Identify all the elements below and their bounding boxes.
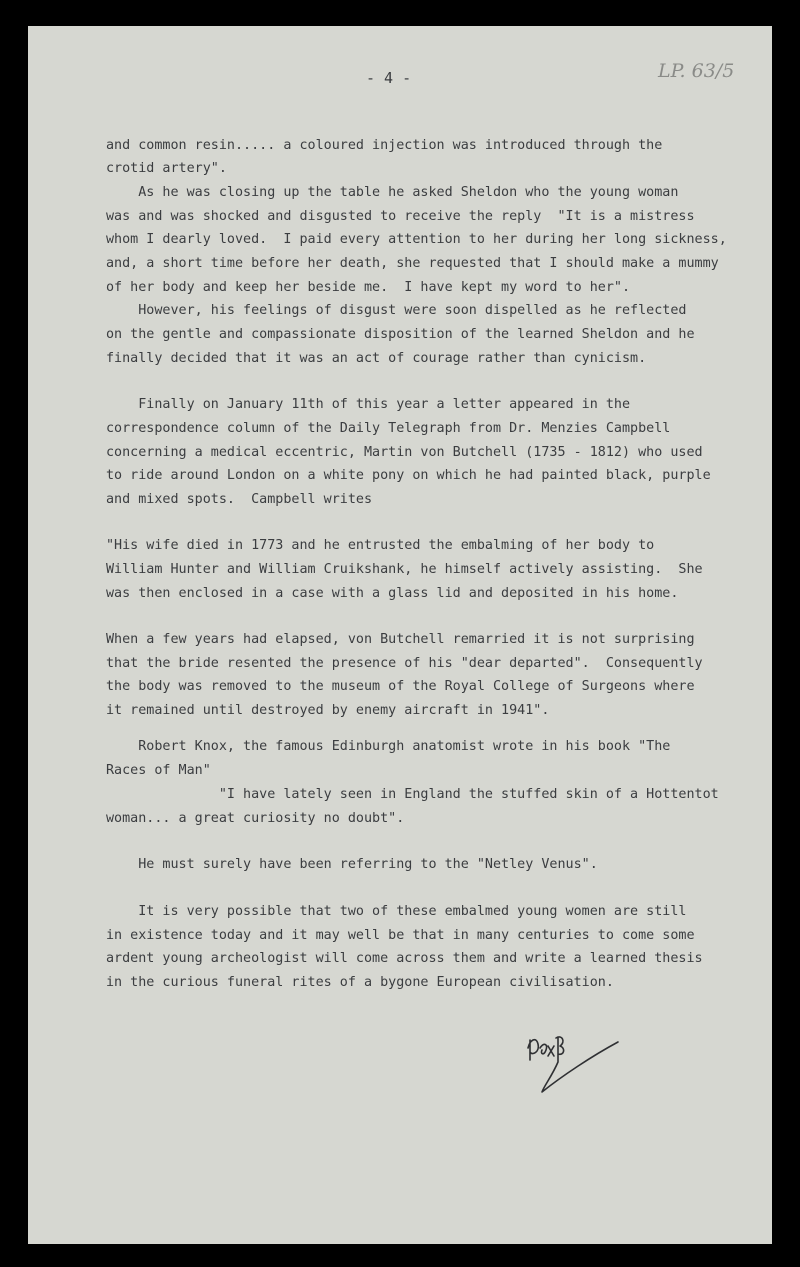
text-line: Finally on January 11th of this year a letter appeared in the xyxy=(106,397,631,412)
text-line: and, a short time before her death, she requested that I should make a mummy xyxy=(106,256,719,271)
text-line: whom I dearly loved. I paid every attention to her during her long sickness, xyxy=(106,232,727,247)
text-line: was and was shocked and disgusted to receive the reply "It is a mistress xyxy=(106,209,695,224)
document-page xyxy=(28,26,772,1244)
text-line: in existence today and it may well be that in many centuries to come some xyxy=(106,928,695,943)
text-line: "His wife died in 1773 and he entrusted the embalming of her body to xyxy=(106,538,655,553)
text-line: As he was closing up the table he asked Sheldon who the young woman xyxy=(106,185,679,200)
text-line: in the curious funeral rites of a bygone European civilisation. xyxy=(106,975,614,990)
text-line: "I have lately seen in England the stuffed skin of a Hottentot xyxy=(106,787,719,802)
page-number: - 4 - xyxy=(366,69,412,87)
text-line: ardent young archeologist will come across them and write a learned thesis xyxy=(106,951,703,966)
text-line: woman... a great curiosity no doubt". xyxy=(106,811,405,826)
signature-initials xyxy=(522,1026,632,1100)
text-line: finally decided that it was an act of courage rather than cynicism. xyxy=(106,351,647,366)
text-line: and common resin..... a coloured injection was introduced through the xyxy=(106,138,663,153)
text-line: and mixed spots. Campbell writes xyxy=(106,492,373,507)
text-line: Robert Knox, the famous Edinburgh anatomist wrote in his book "The xyxy=(106,739,671,754)
text-line: He must surely have been referring to the "Netley Venus". xyxy=(106,857,598,872)
text-line: was then enclosed in a case with a glass lid and deposited in his home. xyxy=(106,586,679,601)
text-line: When a few years had elapsed, von Butchell remarried it is not surprising xyxy=(106,632,695,647)
text-line: concerning a medical eccentric, Martin von Butchell (1735 - 1812) who used xyxy=(106,445,703,460)
text-line: Races of Man" xyxy=(106,763,211,778)
text-line: However, his feelings of disgust were soon dispelled as he reflected xyxy=(106,303,687,318)
text-line: on the gentle and compassionate disposition of the learned Sheldon and he xyxy=(106,327,695,342)
text-line: crotid artery". xyxy=(106,161,227,176)
handwritten-reference: LP. 63/5 xyxy=(658,60,735,82)
text-line: of her body and keep her beside me. I have kept my word to her". xyxy=(106,280,631,295)
text-line: correspondence column of the Daily Telegraph from Dr. Menzies Campbell xyxy=(106,421,671,436)
text-line: it remained until destroyed by enemy aircraft in 1941". xyxy=(106,703,550,718)
text-line: to ride around London on a white pony on which he had painted black, purple xyxy=(106,468,711,483)
text-line: the body was removed to the museum of the Royal College of Surgeons where xyxy=(106,679,695,694)
text-line: that the bride resented the presence of his "dear departed". Consequently xyxy=(106,656,703,671)
text-line: William Hunter and William Cruikshank, he himself actively assisting. She xyxy=(106,562,703,577)
text-line: It is very possible that two of these embalmed young women are still xyxy=(106,904,687,919)
